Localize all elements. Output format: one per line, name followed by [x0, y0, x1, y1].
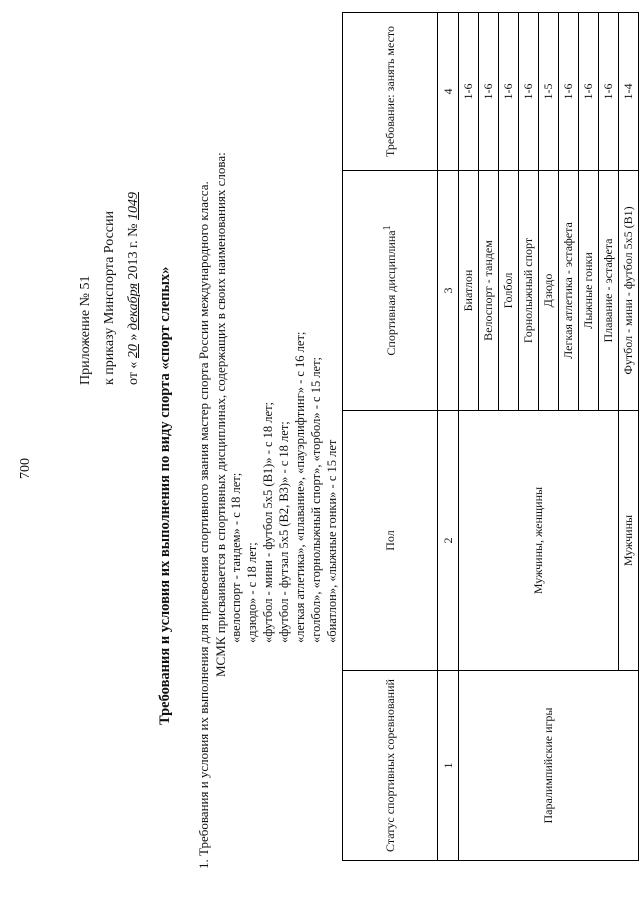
intro-paragraph: 1. Требования и условия их выполнения для присвоения спортивного звания мастер спорта России международного класса.	[196, 181, 211, 869]
discipline-cell: Легкая атлетика - эстафета	[559, 171, 579, 411]
header-discipline	[343, 171, 438, 411]
place-cell: 1-6	[599, 13, 619, 171]
requirements-table	[342, 13, 634, 861]
place-cell: 1-4	[619, 13, 639, 171]
place-cell: 1-6	[479, 13, 499, 171]
table-row	[459, 13, 479, 861]
place-cell: 1-6	[519, 13, 539, 171]
discipline-cell: Горнолыжный спорт	[519, 171, 539, 411]
date-month: декабря	[126, 283, 141, 331]
table-header-row	[343, 13, 438, 861]
appendix-number: Приложение № 51	[78, 275, 93, 385]
appendix-date-line	[126, 192, 142, 385]
discipline-cell: Футбол - мини - футбол 5х5 (В1)	[619, 171, 639, 411]
page-number: 700	[18, 458, 33, 479]
place-cell: 1-6	[459, 13, 479, 171]
date-prefix: от «	[126, 361, 141, 385]
appendix-order-ref: к приказу Минспорта России	[102, 211, 117, 385]
discipline-cell: Плавание - эстафета	[599, 171, 619, 411]
sex-cell: Мужчины	[619, 411, 639, 671]
discipline-cell: Велоспорт - тандем	[479, 171, 499, 411]
sex-cell: Мужчины, женщины	[459, 411, 619, 671]
order-number: 1049	[126, 192, 141, 220]
column-number-row	[438, 13, 459, 861]
header-requirement: Требование: занять место	[343, 13, 438, 171]
header-status: Статус спортивных соревнований	[343, 671, 438, 861]
header-discipline-label: Спортивная дисциплина	[383, 230, 398, 356]
column-number: 4	[438, 13, 459, 171]
discipline-cell: Биатлон	[459, 171, 479, 411]
date-mid: »	[126, 333, 141, 341]
place-cell: 1-6	[579, 13, 599, 171]
header-discipline-footnote: 1	[381, 225, 393, 231]
place-cell: 1-5	[539, 13, 559, 171]
discipline-age-item: «футбол - футзал 5х5 (В2, В3)» - с 18 лет;	[277, 421, 291, 643]
header-sex: Пол	[343, 411, 438, 671]
discipline-cell: Дзюдо	[539, 171, 559, 411]
column-number: 2	[438, 411, 459, 671]
status-cell: Паралимпийские игры	[459, 671, 639, 861]
discipline-age-item: «биатлон», «лыжные гонки» - с 15 лет	[325, 439, 339, 643]
discipline-age-item: «велоспорт - тандем» - с 18 лет;	[229, 472, 243, 643]
date-day: 20	[126, 344, 141, 359]
discipline-age-item: «футбол - мини - футбол 5х5 (В1)» - с 18 лет;	[261, 401, 275, 643]
document-title: Требования и условия их выполнения по виду спорта «спорт слепых»	[157, 266, 173, 725]
discipline-age-item: «легкая атлетика», «плавание», «пауэрлифтинг» - с 16 лет;	[293, 331, 307, 643]
place-cell: 1-6	[559, 13, 579, 171]
column-number: 1	[438, 671, 459, 861]
discipline-age-item: «дзюдо» - с 18 лет;	[245, 542, 259, 643]
place-cell: 1-6	[499, 13, 519, 171]
discipline-cell: Лыжные гонки	[579, 171, 599, 411]
column-number: 3	[438, 171, 459, 411]
discipline-cell: Голбол	[499, 171, 519, 411]
msmk-statement: МСМК присваивается в спортивных дисциплинах, содержащих в своих наименованиях слова:	[213, 152, 228, 677]
date-year: 2013 г. №	[126, 223, 141, 280]
discipline-age-item: «голбол», «горнолыжный спорт», «торбол» - с 15 лет;	[309, 356, 323, 643]
